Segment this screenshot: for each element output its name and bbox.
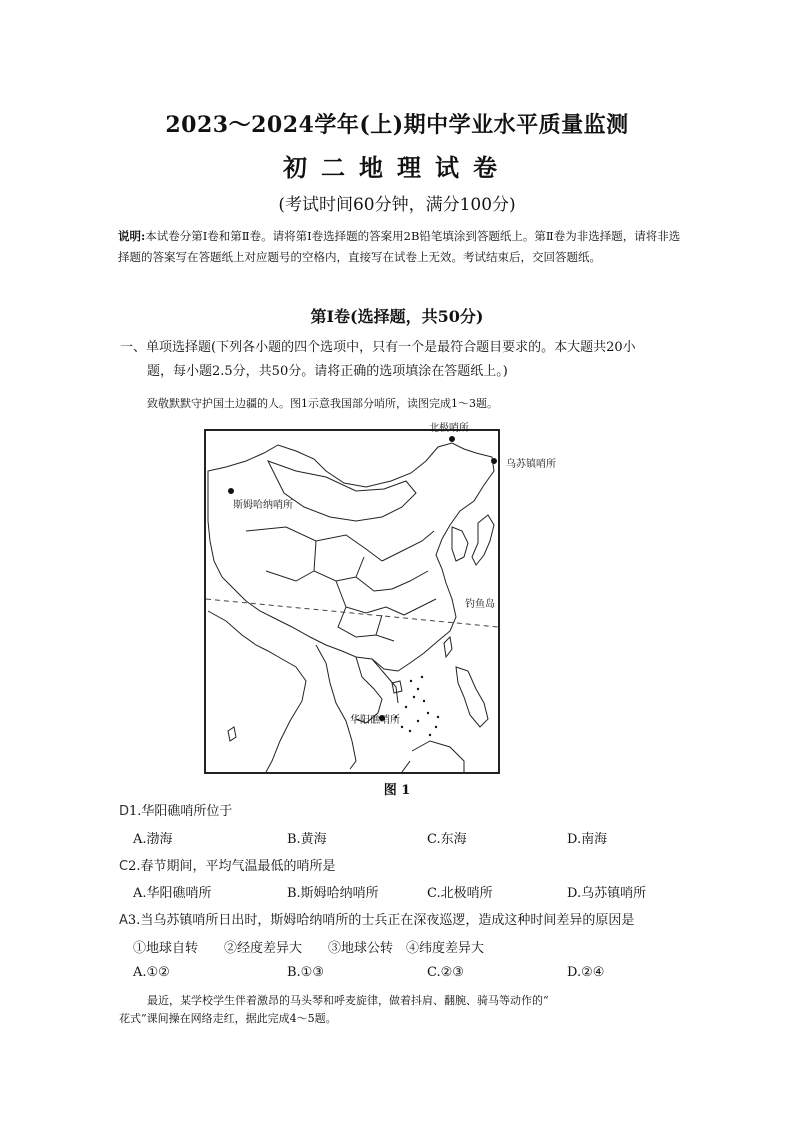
note-text: 本试卷分第Ⅰ卷和第Ⅱ卷。请将第Ⅰ卷选择题的答案用2B铅笔填涂到答题纸上。第Ⅱ卷为非选择题，请将非选择题的答案写在答题纸上对应题号的空格内，直接写在试卷上无效。考试结束后，交回答题纸。 — [118, 229, 681, 264]
instruction-line-1: 一、单项选择题(下列各小题的四个选项中，只有一个是最符合题目要求的。本大题共20小 — [120, 340, 636, 355]
q3-option-a[interactable]: A.①② — [133, 965, 170, 980]
exam-info: (考试时间60分钟，满分100分) — [278, 195, 516, 215]
question-3-number: 3. — [127, 913, 141, 928]
borneo-outline — [402, 741, 464, 772]
label-wusu: 乌苏镇哨所 — [506, 459, 556, 470]
label-huayang: 华阳礁哨所 — [350, 715, 400, 726]
sri-lanka-outline — [228, 727, 236, 741]
section-instruction — [120, 336, 700, 384]
beiji-marker — [449, 436, 455, 442]
philippines-outline — [456, 667, 488, 727]
figure-intro: 致敬默默守护国土边疆的人。图1示意我国部分哨所，读图完成1～3题。 — [147, 397, 498, 410]
q2-option-a[interactable]: A.华阳礁哨所 — [133, 886, 212, 901]
mongolia-border — [268, 461, 416, 521]
label-diaoyu: 钓鱼岛 — [465, 599, 495, 610]
instructions-note — [118, 226, 688, 268]
label-beiji: 北极哨所 — [429, 423, 469, 434]
section-title: 第Ⅰ卷(选择题，共50分) — [310, 307, 484, 326]
next-intro-line-1: 最近，某学校学生伴着激昂的马头琴和呼麦旋律，做着抖肩、翻腕、骑马等动作的“ — [147, 994, 549, 1007]
answer-mark-1: D — [119, 804, 130, 819]
q2-option-c[interactable]: C.北极哨所 — [427, 886, 493, 901]
question-1-stem: 华阳礁哨所位于 — [141, 804, 233, 819]
q3-statements: ①地球自转 ②经度差异大 ③地球公转 ④纬度差异大 — [133, 941, 485, 956]
question-3 — [119, 909, 634, 928]
question-1-number: 1. — [129, 804, 142, 819]
question-1 — [119, 800, 232, 819]
china-border — [208, 443, 494, 671]
q1-option-b[interactable]: B.黄海 — [287, 832, 327, 847]
southeast-asia-outline — [316, 645, 398, 769]
exam-subject: 初二地理试卷 — [283, 153, 511, 182]
note-label: 说明: — [118, 229, 146, 243]
sea-islands — [395, 676, 439, 736]
question-2 — [119, 855, 336, 874]
question-2-number: 2. — [128, 859, 141, 874]
instruction-line-2: 题，每小题2.5分，共50分。请将正确的选项填涂在答题纸上。) — [147, 364, 508, 379]
answer-mark-2: C — [119, 859, 129, 874]
q3-option-d[interactable]: D.②④ — [567, 965, 605, 980]
q1-option-d[interactable]: D.南海 — [567, 832, 608, 847]
q1-option-c[interactable]: C.东海 — [427, 832, 467, 847]
india-outline — [208, 611, 306, 772]
korea-outline — [452, 527, 468, 561]
q3-option-b[interactable]: B.①③ — [287, 965, 324, 980]
exam-title: 2023～2024学年(上)期中学业水平质量监测 — [165, 112, 629, 138]
next-intro-line-2: 花式”课间操在网络走红，据此完成4～5题。 — [119, 1012, 337, 1025]
figure-caption: 图 1 — [383, 783, 411, 798]
wusu-marker — [491, 458, 497, 464]
q3-option-c[interactable]: C.②③ — [427, 965, 464, 980]
taiwan-outline — [444, 637, 452, 657]
question-2-stem: 春节期间，平均气温最低的哨所是 — [140, 859, 336, 874]
question-3-stem: 当乌苏镇哨所日出时，斯姆哈纳哨所的士兵正在深夜巡逻，造成这种时间差异的原因是 — [140, 913, 635, 928]
japan-outline — [472, 515, 494, 565]
label-simu: 斯姆哈纳哨所 — [233, 500, 293, 511]
simu-marker — [228, 488, 234, 494]
q2-option-b[interactable]: B.斯姆哈纳哨所 — [287, 886, 379, 901]
province-lines — [246, 527, 436, 641]
q1-option-a[interactable]: A.渤海 — [133, 832, 173, 847]
answer-mark-3: A — [119, 913, 128, 928]
q2-option-d[interactable]: D.乌苏镇哨所 — [567, 886, 647, 901]
